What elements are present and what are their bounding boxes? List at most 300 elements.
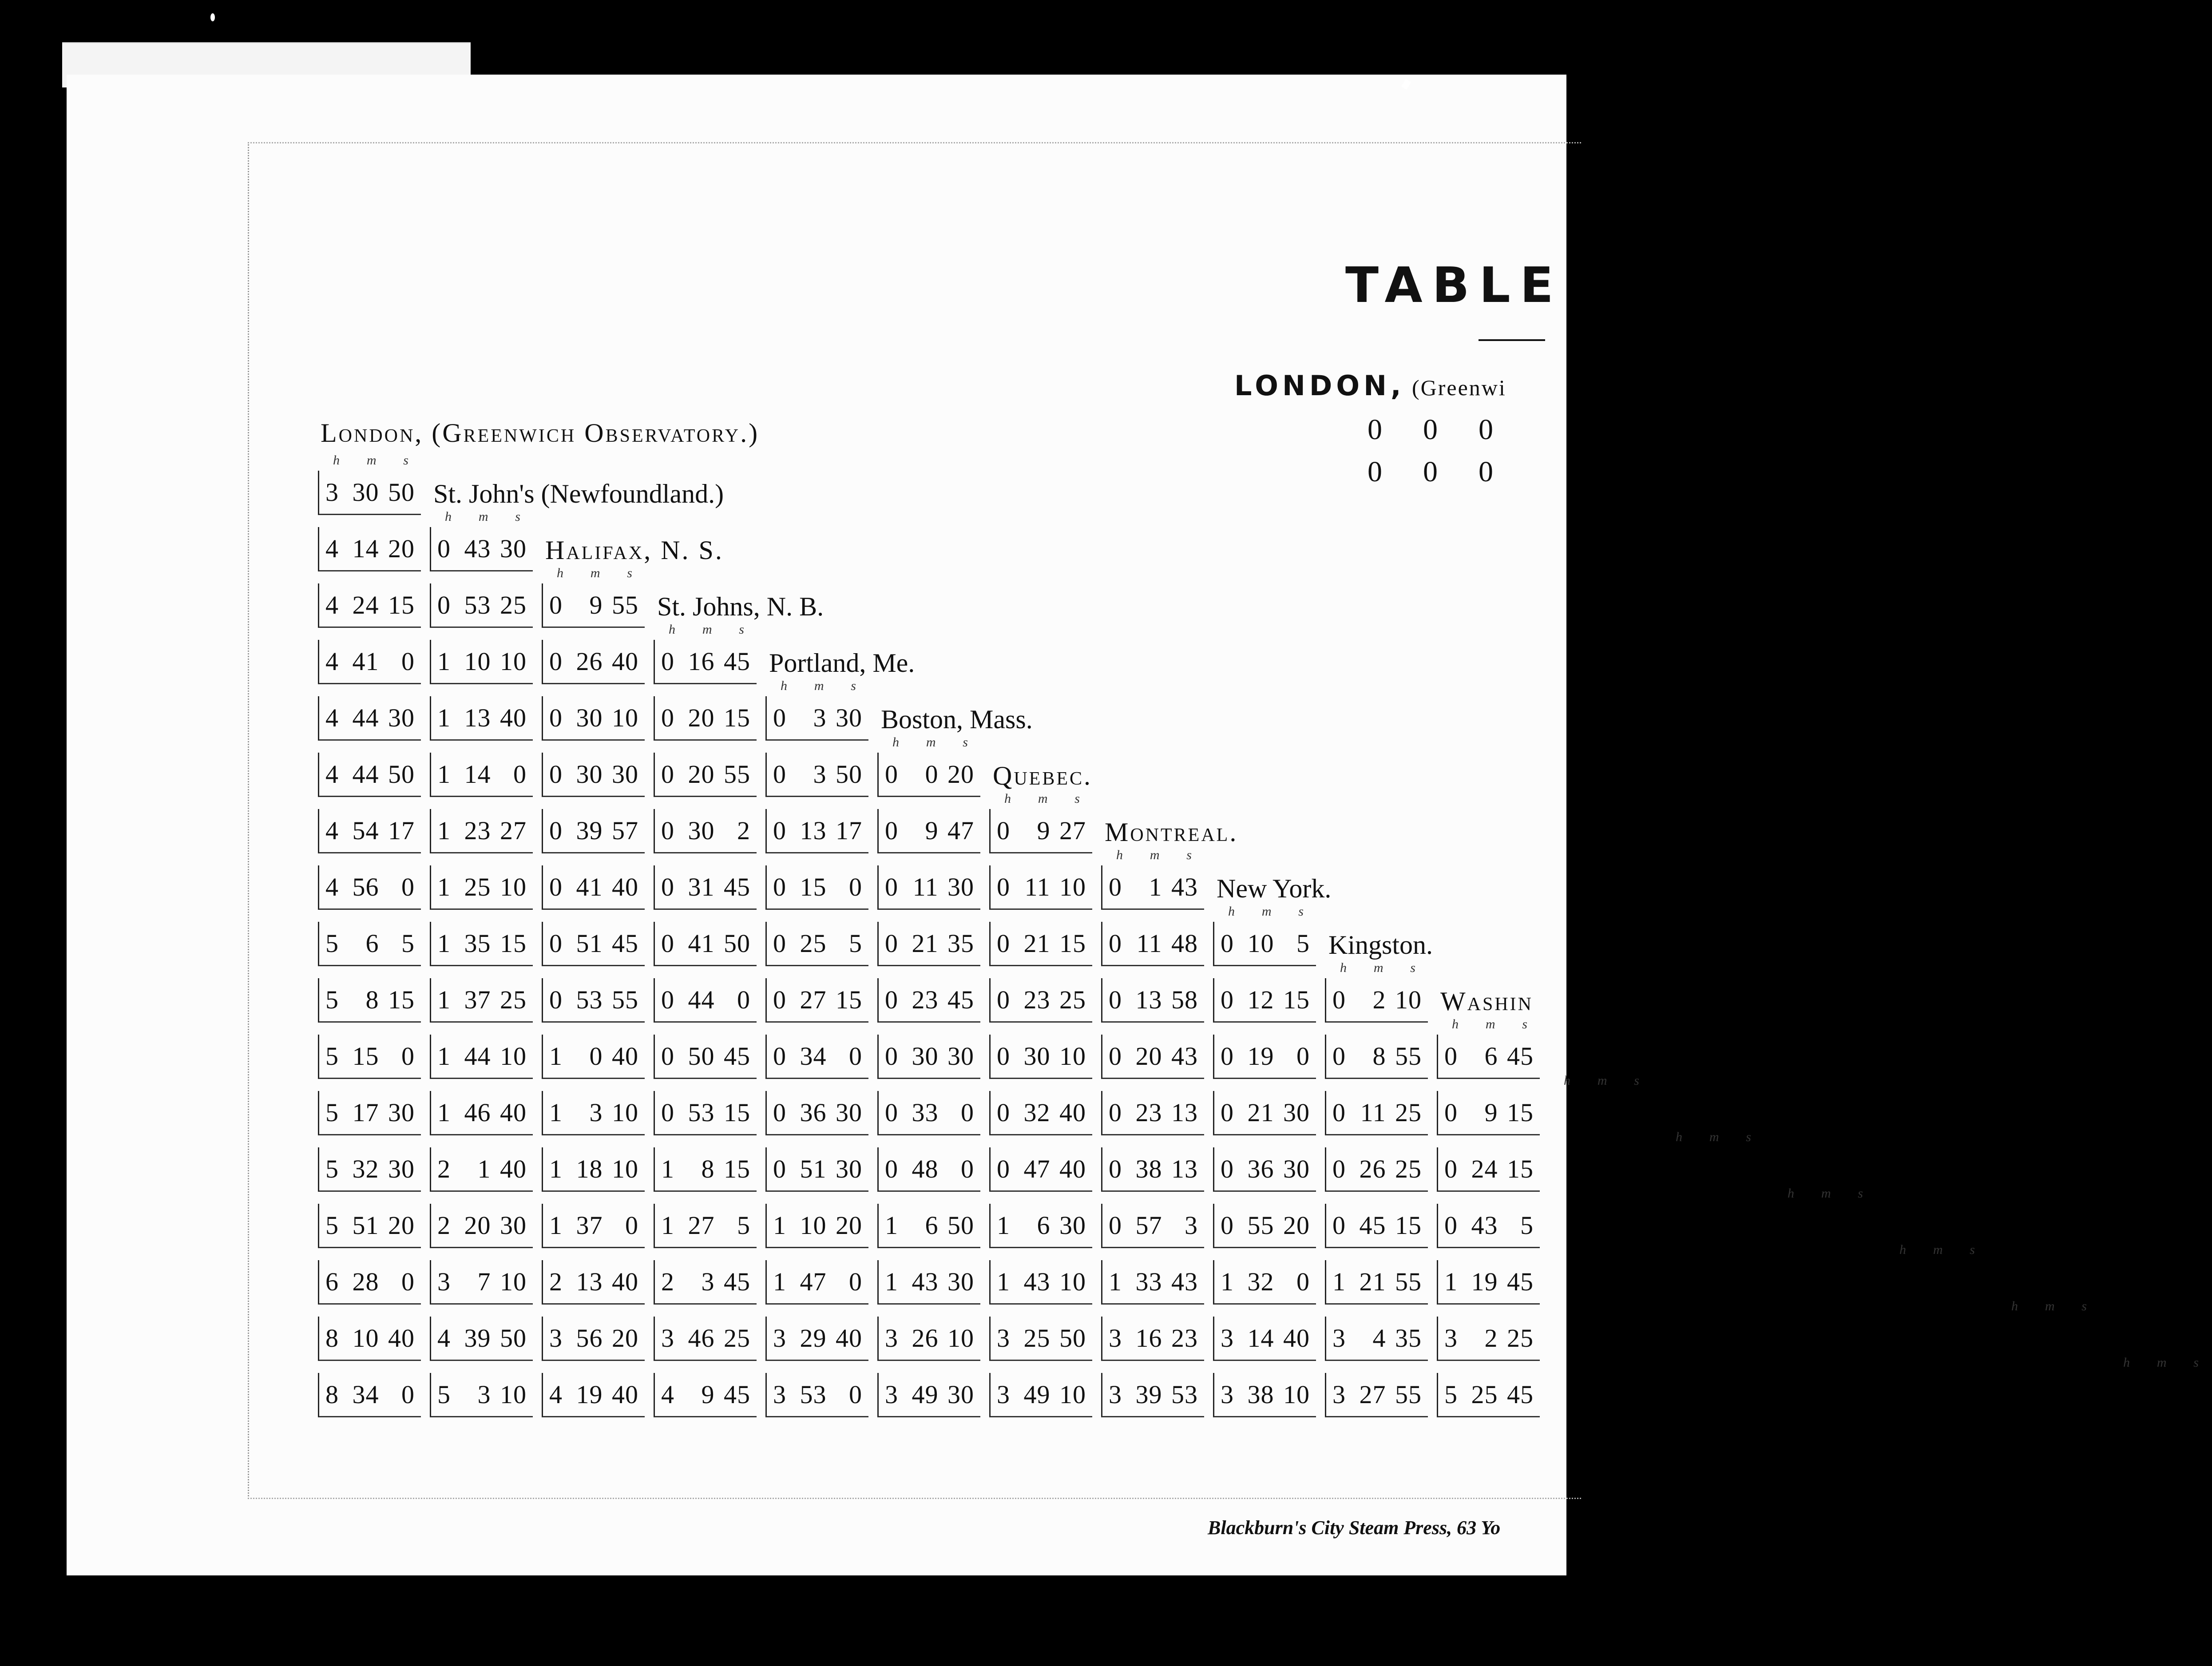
time-difference-cell [877, 922, 980, 966]
place-heading: Quebec. [993, 761, 1092, 790]
time-value: 50 [388, 478, 415, 507]
time-difference-cell [654, 1091, 757, 1135]
time-value: 26 [576, 647, 603, 676]
unit-label: s [1858, 1186, 1863, 1201]
time-value: 5 [437, 1380, 451, 1409]
time-value: 23 [1023, 985, 1051, 1014]
unit-label: m [926, 735, 936, 750]
time-difference-cell [1213, 1373, 1316, 1417]
time-value: 0 [849, 1267, 862, 1296]
time-value: 5 [1296, 929, 1310, 958]
time-value: 10 [1283, 1380, 1310, 1409]
time-value: 2 [549, 1267, 563, 1296]
time-value: 7 [477, 1267, 491, 1296]
zero-value: 0 [1368, 456, 1382, 488]
unit-label: s [851, 678, 856, 693]
time-difference-cell [765, 978, 868, 1023]
time-value: 0 [997, 1042, 1010, 1071]
time-difference-cell [1325, 1147, 1428, 1192]
time-difference-cell [877, 753, 980, 797]
time-difference-cell [318, 809, 421, 853]
time-difference-cell [430, 922, 533, 966]
time-difference-cell [542, 753, 645, 797]
place-heading: New York. [1217, 874, 1332, 903]
time-value: 0 [589, 1042, 603, 1071]
time-value: 25 [1471, 1380, 1498, 1409]
time-value: 0 [661, 929, 674, 958]
time-value: 21 [1023, 929, 1051, 958]
time-value: 8 [325, 1324, 339, 1353]
time-value: 38 [1247, 1380, 1274, 1409]
unit-label: h [1116, 848, 1123, 862]
time-value: 23 [1171, 1324, 1198, 1353]
time-value: 5 [1444, 1380, 1458, 1409]
time-value: 11 [1360, 1098, 1386, 1127]
time-value: 30 [352, 478, 379, 507]
time-value: 10 [1059, 1380, 1086, 1409]
unit-label: h [1676, 1130, 1682, 1144]
time-value: 55 [724, 760, 750, 789]
time-difference-cell [430, 1035, 533, 1079]
time-value: 0 [513, 760, 527, 789]
time-value: 3 [885, 1324, 898, 1353]
time-value: 0 [1332, 1154, 1346, 1183]
time-value: 53 [1171, 1380, 1198, 1409]
time-value: 1 [773, 1211, 786, 1240]
time-value: 0 [661, 703, 674, 732]
time-value: 38 [1135, 1154, 1162, 1183]
time-value: 40 [1283, 1324, 1310, 1353]
time-difference-cell [877, 1147, 980, 1192]
time-value: 10 [612, 1154, 638, 1183]
time-value: 27 [1359, 1380, 1386, 1409]
time-value: 0 [1109, 929, 1122, 958]
time-value: 11 [1024, 873, 1051, 901]
time-value: 3 [661, 1324, 674, 1353]
time-difference-cell [765, 753, 868, 797]
time-value: 0 [1332, 1211, 1346, 1240]
time-difference-cell [318, 1204, 421, 1248]
time-value: 17 [836, 816, 862, 845]
time-value: 4 [1372, 1324, 1386, 1353]
time-value: 50 [688, 1042, 715, 1071]
time-value: 20 [1283, 1211, 1310, 1240]
time-value: 55 [1395, 1380, 1422, 1409]
time-difference-cell [989, 1260, 1092, 1305]
time-value: 20 [688, 760, 715, 789]
time-value: 25 [1395, 1154, 1422, 1183]
time-value: 2 [437, 1211, 451, 1240]
time-value: 1 [1332, 1267, 1346, 1296]
time-difference-cell [542, 696, 645, 741]
time-value: 30 [836, 1154, 862, 1183]
time-value: 30 [688, 816, 715, 845]
time-difference-cell [1325, 1204, 1428, 1248]
time-value: 55 [612, 591, 638, 619]
place-heading: Boston, Mass. [881, 705, 1033, 734]
time-value: 33 [912, 1098, 939, 1127]
time-value: 0 [661, 816, 674, 845]
time-difference-cell [765, 865, 868, 910]
time-difference-cell [1437, 1373, 1540, 1417]
time-value: 0 [661, 985, 674, 1014]
time-value: 19 [1247, 1042, 1274, 1071]
time-value: 30 [912, 1042, 939, 1071]
time-value: 0 [549, 591, 563, 619]
time-value: 0 [1444, 1154, 1458, 1183]
unit-label: h [333, 453, 340, 468]
time-difference-cell [1213, 1035, 1316, 1079]
time-difference-cell [1437, 1317, 1540, 1361]
right-heading-sub: (Greenwi [1412, 375, 1506, 400]
time-value: 30 [388, 703, 415, 732]
time-difference-cell [430, 583, 533, 628]
time-value: 15 [724, 703, 750, 732]
unit-labels [1439, 1017, 1541, 1032]
time-value: 17 [388, 816, 415, 845]
time-difference-cell [430, 1260, 533, 1305]
time-value: 57 [1135, 1211, 1162, 1240]
time-value: 10 [1059, 1042, 1086, 1071]
time-value: 0 [885, 1042, 898, 1071]
time-value: 0 [549, 760, 563, 789]
time-difference-cell [542, 1147, 645, 1192]
time-value: 9 [589, 591, 603, 619]
time-value: 30 [388, 1154, 415, 1183]
time-value: 10 [500, 873, 527, 901]
unit-label: s [2081, 1299, 2087, 1313]
zero-value: 0 [1368, 413, 1382, 446]
time-value: 1 [437, 1098, 451, 1127]
time-value: 40 [1059, 1098, 1086, 1127]
unit-labels [2110, 1355, 2212, 1370]
time-value: 0 [401, 1267, 415, 1296]
time-value: 0 [401, 647, 415, 676]
unit-labels [1662, 1130, 1764, 1145]
time-value: 50 [1059, 1324, 1086, 1353]
time-value: 15 [724, 1154, 750, 1183]
time-value: 0 [1444, 1042, 1458, 1071]
time-value: 15 [388, 985, 415, 1014]
time-value: 48 [912, 1154, 939, 1183]
time-value: 40 [612, 873, 638, 901]
time-value: 6 [1484, 1042, 1498, 1071]
time-value: 0 [1332, 1098, 1346, 1127]
unit-labels [1998, 1299, 2100, 1314]
unit-label: h [1564, 1073, 1570, 1088]
time-value: 39 [576, 816, 603, 845]
time-value: 35 [947, 929, 974, 958]
time-value: 14 [352, 534, 379, 563]
time-value: 36 [1247, 1154, 1274, 1183]
time-value: 8 [701, 1154, 715, 1183]
time-value: 41 [576, 873, 603, 901]
time-value: 0 [849, 873, 862, 901]
time-value: 0 [549, 873, 563, 901]
time-value: 3 [325, 478, 339, 507]
time-value: 30 [1283, 1098, 1310, 1127]
unit-label: h [2123, 1355, 2130, 1370]
time-difference-cell [765, 1147, 868, 1192]
time-value: 1 [549, 1042, 563, 1071]
unit-label: s [1970, 1242, 1975, 1257]
time-value: 50 [388, 760, 415, 789]
time-difference-cell [1101, 1260, 1204, 1305]
time-value: 0 [1221, 1154, 1234, 1183]
time-value: 30 [388, 1098, 415, 1127]
unit-label: h [2011, 1299, 2018, 1313]
unit-label: s [1522, 1017, 1527, 1031]
time-difference-cell [654, 922, 757, 966]
time-value: 0 [885, 985, 898, 1014]
time-value: 30 [947, 1042, 974, 1071]
time-value: 0 [773, 873, 786, 901]
time-value: 1 [437, 816, 451, 845]
time-difference-cell [1325, 978, 1428, 1023]
unit-label: m [1485, 1017, 1495, 1031]
time-value: 0 [1109, 1154, 1122, 1183]
unit-label: h [1452, 1017, 1459, 1031]
time-value: 8 [365, 985, 379, 1014]
time-value: 50 [947, 1211, 974, 1240]
time-value: 34 [352, 1380, 379, 1409]
time-difference-cell [318, 922, 421, 966]
time-value: 45 [724, 873, 750, 901]
time-value: 2 [1484, 1324, 1498, 1353]
time-value: 6 [925, 1211, 939, 1240]
time-value: 1 [437, 760, 451, 789]
time-value: 21 [1247, 1098, 1274, 1127]
time-value: 1 [885, 1267, 898, 1296]
time-value: 0 [549, 985, 563, 1014]
time-value: 3 [813, 760, 827, 789]
time-value: 1 [549, 1211, 563, 1240]
time-value: 2 [737, 816, 750, 845]
time-difference-cell [318, 1373, 421, 1417]
unit-labels [655, 622, 757, 637]
time-value: 15 [352, 1042, 379, 1071]
time-value: 9 [925, 816, 939, 845]
time-difference-cell [989, 809, 1092, 853]
time-value: 3 [549, 1324, 563, 1353]
time-value: 10 [1395, 985, 1422, 1014]
time-value: 0 [885, 1154, 898, 1183]
time-difference-cell [430, 978, 533, 1023]
time-value: 0 [997, 816, 1010, 845]
unit-label: h [669, 622, 675, 637]
time-difference-cell [765, 1204, 868, 1248]
time-value: 5 [325, 929, 339, 958]
time-value: 31 [688, 873, 715, 901]
time-value: 40 [1059, 1154, 1086, 1183]
time-value: 9 [1037, 816, 1051, 845]
place-heading: Kingston. [1328, 930, 1433, 960]
time-value: 1 [437, 985, 451, 1014]
time-value: 15 [1507, 1098, 1534, 1127]
unit-label: s [1186, 848, 1192, 862]
time-value: 0 [1221, 985, 1234, 1014]
time-value: 34 [800, 1042, 827, 1071]
time-value: 12 [1247, 985, 1274, 1014]
time-value: 20 [612, 1324, 638, 1353]
time-difference-cell [542, 1204, 645, 1248]
time-value: 1 [437, 703, 451, 732]
time-value: 20 [947, 760, 974, 789]
time-value: 20 [688, 703, 715, 732]
time-value: 32 [1247, 1267, 1274, 1296]
time-difference-cell [542, 583, 645, 628]
time-value: 6 [365, 929, 379, 958]
time-value: 20 [1135, 1042, 1162, 1071]
time-value: 0 [1444, 1098, 1458, 1127]
place-heading: St. Johns, N. B. [657, 592, 824, 621]
time-difference-cell [430, 1317, 533, 1361]
time-value: 1 [997, 1211, 1010, 1240]
time-difference-cell [765, 1260, 868, 1305]
time-value: 0 [925, 760, 939, 789]
time-difference-cell [318, 753, 421, 797]
time-value: 39 [464, 1324, 491, 1353]
time-difference-cell [877, 978, 980, 1023]
time-difference-cell [1213, 978, 1316, 1023]
time-value: 24 [1471, 1154, 1498, 1183]
time-value: 43 [1171, 1267, 1198, 1296]
time-value: 40 [612, 1380, 638, 1409]
time-difference-cell [1213, 1147, 1316, 1192]
time-value: 2 [661, 1267, 674, 1296]
time-value: 0 [997, 873, 1010, 901]
time-difference-cell [989, 1035, 1092, 1079]
time-value: 32 [352, 1154, 379, 1183]
time-value: 3 [997, 1324, 1010, 1353]
time-value: 36 [800, 1098, 827, 1127]
time-value: 3 [997, 1380, 1010, 1409]
time-value: 1 [437, 1042, 451, 1071]
time-value: 0 [1444, 1211, 1458, 1240]
time-difference-cell [430, 1204, 533, 1248]
time-value: 0 [961, 1098, 974, 1127]
time-value: 46 [688, 1324, 715, 1353]
time-value: 0 [437, 591, 451, 619]
unit-label: m [590, 566, 600, 580]
time-value: 0 [549, 816, 563, 845]
time-difference-cell [765, 1373, 868, 1417]
time-value: 45 [1359, 1211, 1386, 1240]
time-value: 0 [773, 1154, 786, 1183]
time-value: 14 [464, 760, 491, 789]
zero-value: 0 [1479, 413, 1493, 446]
unit-labels [543, 566, 646, 581]
time-value: 50 [836, 760, 862, 789]
time-difference-cell [765, 1091, 868, 1135]
unit-label: h [1899, 1242, 1906, 1257]
time-difference-cell [1325, 1317, 1428, 1361]
time-value: 0 [885, 873, 898, 901]
time-value: 51 [800, 1154, 827, 1183]
time-value: 1 [885, 1211, 898, 1240]
time-value: 10 [500, 647, 527, 676]
time-difference-cell [542, 1035, 645, 1079]
time-value: 43 [912, 1267, 939, 1296]
time-value: 25 [464, 873, 491, 901]
time-difference-cell [430, 1091, 533, 1135]
time-difference-cell [877, 865, 980, 910]
time-value: 3 [813, 703, 827, 732]
time-difference-cell [1101, 922, 1204, 966]
time-value: 30 [576, 760, 603, 789]
unit-label: m [478, 509, 488, 524]
time-value: 58 [1171, 985, 1198, 1014]
time-value: 49 [912, 1380, 939, 1409]
time-value: 40 [500, 703, 527, 732]
time-difference-cell [1101, 1204, 1204, 1248]
time-value: 15 [388, 591, 415, 619]
time-value: 4 [325, 703, 339, 732]
time-difference-cell [542, 1260, 645, 1305]
time-difference-cell [877, 1373, 980, 1417]
time-value: 23 [464, 816, 491, 845]
unit-label: m [702, 622, 712, 637]
time-value: 37 [576, 1211, 603, 1240]
time-value: 33 [1135, 1267, 1162, 1296]
time-difference-cell [989, 1373, 1092, 1417]
time-difference-cell [989, 1317, 1092, 1361]
time-value: 0 [549, 647, 563, 676]
time-value: 57 [612, 816, 638, 845]
time-value: 1 [549, 1098, 563, 1127]
time-difference-cell [1437, 1091, 1540, 1135]
time-value: 40 [612, 1267, 638, 1296]
time-value: 25 [724, 1324, 750, 1353]
time-difference-cell [765, 696, 868, 741]
time-value: 49 [1023, 1380, 1051, 1409]
time-difference-cell [1101, 1317, 1204, 1361]
time-difference-cell [654, 1373, 757, 1417]
time-value: 53 [688, 1098, 715, 1127]
time-value: 0 [1332, 985, 1346, 1014]
time-value: 44 [464, 1042, 491, 1071]
time-value: 0 [773, 760, 786, 789]
time-value: 45 [612, 929, 638, 958]
unit-label: m [1933, 1242, 1943, 1257]
unit-labels [1550, 1073, 1653, 1088]
time-difference-cell [1101, 1035, 1204, 1079]
time-value: 27 [1059, 816, 1086, 845]
time-value: 10 [464, 647, 491, 676]
time-value: 0 [661, 1098, 674, 1127]
zero-value: 0 [1423, 413, 1438, 446]
time-value: 0 [1296, 1267, 1310, 1296]
time-value: 3 [1109, 1380, 1122, 1409]
time-value: 0 [773, 1042, 786, 1071]
time-difference-cell [1325, 1091, 1428, 1135]
time-value: 55 [612, 985, 638, 1014]
time-value: 4 [325, 873, 339, 901]
time-value: 27 [500, 816, 527, 845]
time-value: 39 [1135, 1380, 1162, 1409]
time-value: 4 [325, 591, 339, 619]
time-value: 10 [500, 1042, 527, 1071]
time-value: 30 [1023, 1042, 1051, 1071]
time-difference-cell [1325, 1373, 1428, 1417]
time-value: 28 [352, 1267, 379, 1296]
place-heading: St. John's (Newfoundland.) [433, 479, 724, 508]
time-value: 2 [437, 1154, 451, 1183]
time-value: 26 [1359, 1154, 1386, 1183]
time-value: 0 [997, 1154, 1010, 1183]
time-value: 2 [1372, 985, 1386, 1014]
time-difference-cell [877, 1091, 980, 1135]
